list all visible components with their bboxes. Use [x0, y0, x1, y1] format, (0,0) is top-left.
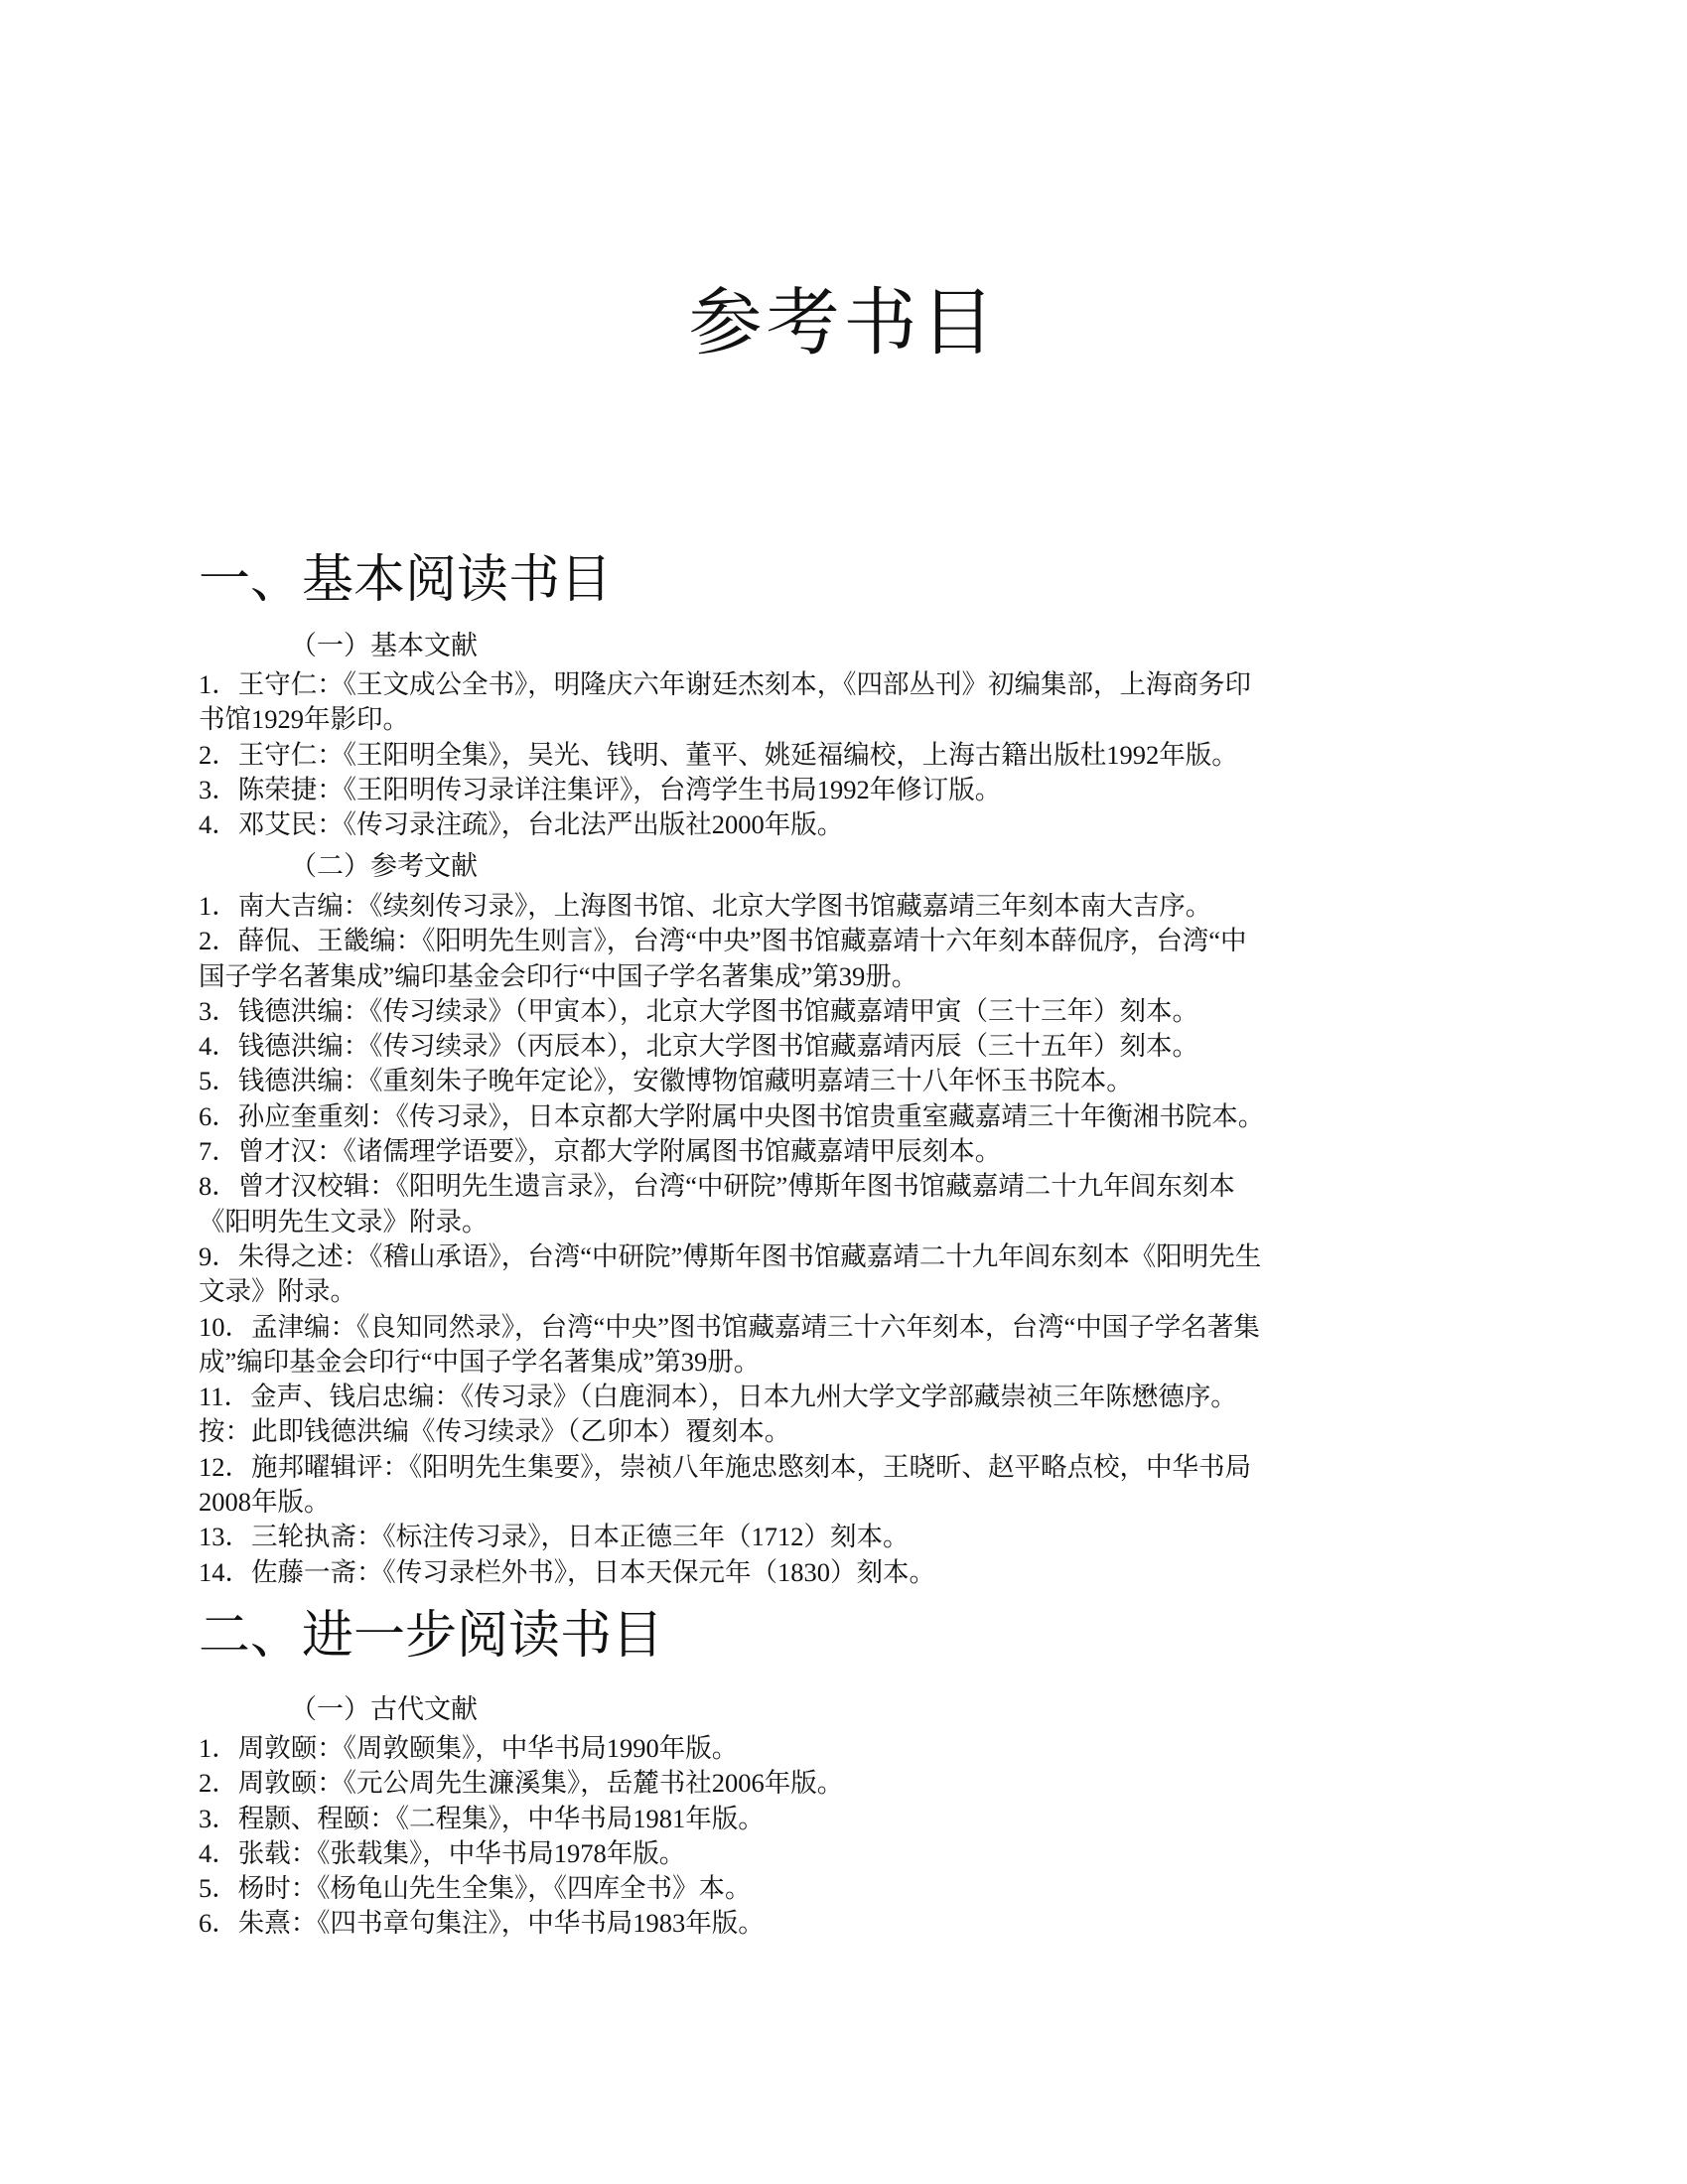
reference-line: 9．朱得之述：《稽山承语》，台湾“中研院”傅斯年图书馆藏嘉靖二十九年闾东刻本《阳明先生 [199, 1240, 1262, 1271]
reference-line: 2008年版。 [199, 1487, 331, 1518]
reference-list-reference-literature [199, 889, 1499, 1590]
reference-line: 3．程颢、程颐：《二程集》，中华书局1981年版。 [199, 1803, 765, 1833]
reference-line: 3．陈荣捷：《王阳明传习录详注集评》，台湾学生书局1992年修订版。 [199, 774, 1002, 804]
reference-line: 国子学名著集成”编印基金会印行“中国子学名著集成”第39册。 [199, 960, 918, 991]
reference-line: 7．曾才汉：《诸儒理学语要》，京都大学附属图书馆藏嘉靖甲辰刻本。 [199, 1136, 1002, 1167]
reference-line: 5．钱德洪编：《重刻朱子晚年定论》，安徽博物馆藏明嘉靖三十八年怀玉书院本。 [199, 1066, 1133, 1096]
reference-line: 3．钱德洪编：《传习续录》（甲寅本），北京大学图书馆藏嘉靖甲寅（三十三年）刻本。 [199, 995, 1198, 1026]
reference-line: 文录》附录。 [199, 1276, 356, 1307]
reference-line: 10．孟津编：《良知同然录》，台湾“中央”图书馆藏嘉靖三十六年刻本，台湾“中国子学名著集 [199, 1311, 1260, 1342]
reference-list-ancient-literature [199, 1731, 1499, 1942]
reference-line: 2．周敦颐：《元公周先生濂溪集》，岳麓书社2006年版。 [199, 1768, 844, 1799]
reference-line: 4．钱德洪编：《传习续录》（丙辰本），北京大学图书馆藏嘉靖丙辰（三十五年）刻本。 [199, 1031, 1198, 1062]
reference-line: 6．朱熹：《四书章句集注》，中华书局1983年版。 [199, 1908, 765, 1939]
reference-line: 14．佐藤一斋：《传习录栏外书》，日本天保元年（1830）刻本。 [199, 1556, 935, 1587]
reference-line: 1．南大吉编：《续刻传习录》，上海图书馆、北京大学图书馆藏嘉靖三年刻本南大吉序。 [199, 891, 1212, 921]
reference-line: 书馆1929年影印。 [199, 704, 409, 735]
subsection-heading-basic-literature: （一）基本文献 [290, 631, 478, 660]
reference-line: 8．曾才汉校辑：《阳明先生遗言录》，台湾“中研院”傅斯年图书馆藏嘉靖二十九年闾东刻本 [199, 1171, 1235, 1202]
reference-line: 4．邓艾民：《传习录注疏》，台北法严出版社2000年版。 [199, 809, 844, 840]
reference-line: 1．王守仁：《王文成公全书》，明隆庆六年谢廷杰刻本，《四部丛刊》初编集部，上海商务印 [199, 669, 1251, 699]
reference-line: 4．张载：《张载集》，中华书局1978年版。 [199, 1837, 686, 1868]
reference-list-basic-literature [199, 667, 1499, 842]
section-heading-basic-reading: 一、基本阅读书目 [199, 552, 613, 609]
page-title: 参考书目 [688, 283, 999, 364]
reference-line: 2．薛侃、王畿编：《阳明先生则言》，台湾“中央”图书馆藏嘉靖十六年刻本薛侃序，台湾“中 [199, 926, 1247, 956]
reference-line: 13．三轮执斋：《标注传习录》，日本正德三年（1712）刻本。 [199, 1522, 910, 1552]
reference-line: 6．孙应奎重刻：《传习录》，日本京都大学附属中央图书馆贵重室藏嘉靖三十年衡湘书院本。 [199, 1100, 1265, 1131]
subsection-heading-ancient-literature: （一）古代文献 [290, 1694, 478, 1724]
reference-line: 2．王守仁：《王阳明全集》，吴光、钱明、董平、姚延福编校，上海古籍出版杜1992年版。 [199, 739, 1238, 770]
reference-line: 成”编印基金会印行“中国子学名著集成”第39册。 [199, 1346, 761, 1377]
reference-line: 12．施邦曜辑评：《阳明先生集要》，崇祯八年施忠愍刻本，王晓昕、赵平略点校，中华书局 [199, 1451, 1251, 1482]
reference-line: 按：此即钱德洪编《传习续录》（乙卯本）覆刻本。 [199, 1416, 791, 1447]
section-heading-further-reading: 二、进一步阅读书目 [199, 1608, 664, 1665]
reference-line: 11．金声、钱启忠编：《传习录》（白鹿洞本），日本九州大学文学部藏崇祯三年陈懋德序。 [199, 1382, 1237, 1412]
reference-line: 1．周敦颐：《周敦颐集》，中华书局1990年版。 [199, 1733, 739, 1763]
subsection-heading-reference-literature: （二）参考文献 [290, 851, 478, 881]
reference-line: 《阳明先生文录》附录。 [199, 1206, 489, 1237]
reference-line: 5．杨时：《杨龟山先生全集》，《四库全书》本。 [199, 1873, 752, 1904]
